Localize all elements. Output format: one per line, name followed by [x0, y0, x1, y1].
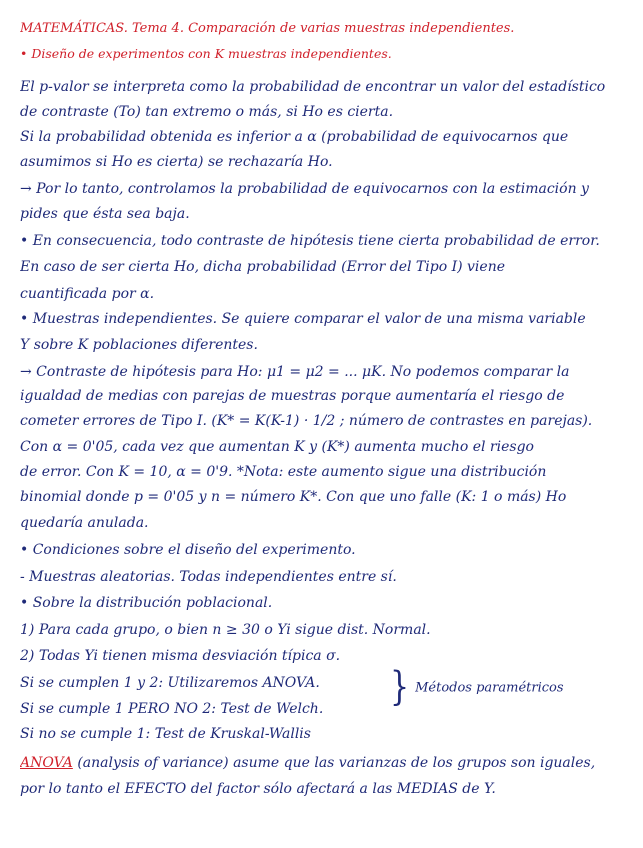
text-line: 1) Para cada grupo, o bien n ≥ 30 o Yi sigue dist. Normal. [20, 622, 431, 638]
text-line: de error. Con K = 10, α = 0'9. *Nota: este aumento sigue una distribución [20, 464, 547, 480]
text-line: de contraste (To) tan extremo o más, si Ho es cierta. [20, 104, 394, 120]
text-line: Si se cumplen 1 y 2: Utilizaremos ANOVA. [20, 675, 320, 691]
text-line: El p-valor se interpreta como la probabilidad de encontrar un valor del estadístico [20, 79, 606, 95]
text-line: Si la probabilidad obtenida es inferior a α (probabilidad de equivocarnos que [20, 129, 569, 145]
text-line: • En consecuencia, todo contraste de hipótesis tiene cierta probabilidad de error. [20, 233, 600, 249]
text-line: Si no se cumple 1: Test de Kruskal-Wallis [20, 726, 311, 742]
text-line: Si se cumple 1 PERO NO 2: Test de Welch. [20, 701, 324, 717]
bracket-note: Métodos paramétricos [415, 680, 564, 696]
text-line: Y sobre K poblaciones diferentes. [20, 337, 258, 353]
text-line: igualdad de medias con parejas de muestras porque aumentaría el riesgo de [20, 388, 565, 404]
text-line: → Por lo tanto, controlamos la probabilidad de equivocarnos con la estimación y [20, 181, 589, 197]
text-line: cuantificada por α. [20, 286, 155, 302]
text-line: asumimos si Ho es cierta) se rechazaría Ho. [20, 154, 333, 170]
text-line: Con α = 0'05, cada vez que aumentan K y (K*) aumenta mucho el riesgo [20, 439, 534, 455]
text-line: cometer errores de Tipo I. (K* = K(K-1) · 1/2 ; número de contrastes en parejas). [20, 413, 593, 429]
parametric-methods-bracket [390, 664, 564, 712]
text-line: pides que ésta sea baja. [20, 206, 190, 222]
text-line: 2) Todas Yi tienen misma desviación típica σ. [20, 648, 341, 664]
text-line: → Contraste de hipótesis para Ho: μ1 = μ2 = ... μK. No podemos comparar la [20, 364, 570, 380]
text-line: binomial donde p = 0'05 y n = número K*. Con que uno falle (K: 1 o más) Ho [20, 489, 567, 505]
text-line: • Muestras independientes. Se quiere comparar el valor de una misma variable [20, 311, 586, 327]
text-line: • Condiciones sobre el diseño del experimento. [20, 542, 356, 558]
text-line: por lo tanto el EFECTO del factor sólo afectará a las MEDIAS de Y. [20, 781, 496, 797]
anova-text: (analysis of variance) asume que las varianzas de los grupos son iguales, [77, 755, 596, 771]
anova-line [20, 752, 635, 774]
brace-glyph: } [390, 664, 410, 711]
anova-label: ANOVA [20, 755, 73, 771]
section-heading-experiment-design: • Diseño de experimentos con K muestras independientes. [20, 46, 392, 61]
page-title: MATEMÁTICAS. Tema 4. Comparación de varias muestras independientes. [20, 21, 515, 36]
text-line: quedaría anulada. [20, 515, 149, 531]
text-line: • Sobre la distribución poblacional. [20, 595, 273, 611]
text-line: En caso de ser cierta Ho, dicha probabilidad (Error del Tipo I) viene [20, 259, 505, 275]
text-line: - Muestras aleatorias. Todas independientes entre sí. [20, 569, 397, 585]
